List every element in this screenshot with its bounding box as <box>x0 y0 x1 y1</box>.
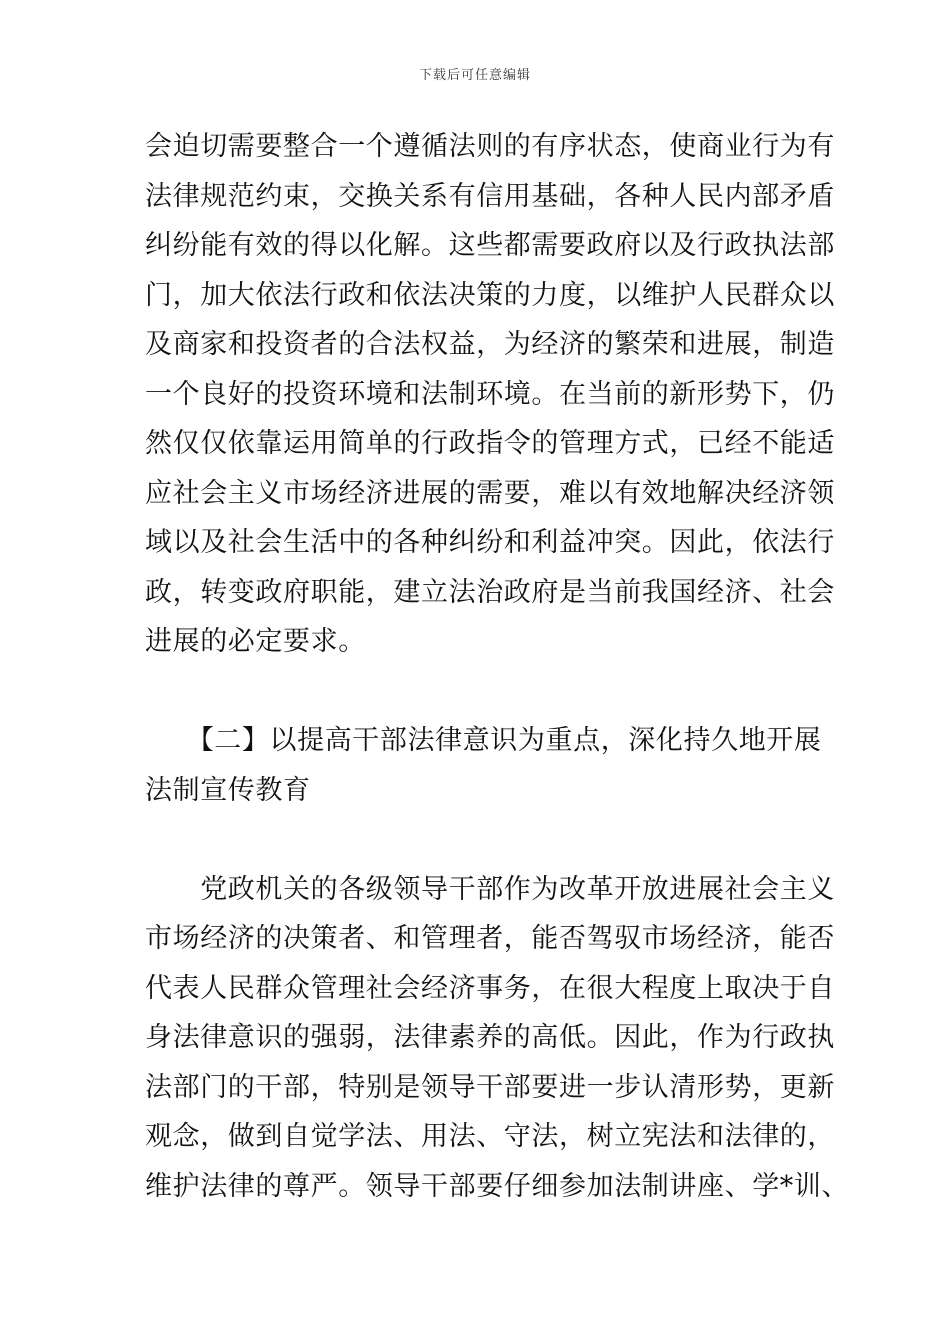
text-line: 政，转变政府职能，建立法治政府是当前我国经济、社会 <box>145 576 835 608</box>
text-line: 法律规范约束，交换关系有信用基础，各种人民内部矛盾 <box>145 180 835 212</box>
text-line: 及商家和投资者的合法权益，为经济的繁荣和进展，制造 <box>145 329 835 360</box>
text-line: 维护法律的尊严。领导干部要仔细参加法制讲座、学*训、 <box>145 1170 850 1202</box>
text-line: 法部门的干部，特别是领导干部要进一步认清形势，更新 <box>145 1071 835 1103</box>
text-line: 身法律意识的强弱，法律素养的高低。因此，作为行政执 <box>145 1022 835 1053</box>
text-line: 代表人民群众管理社会经济事务，在很大程度上取决于自 <box>145 972 835 1004</box>
text-line: 一个良好的投资环境和法制环境。在当前的新形势下，仍 <box>145 378 835 410</box>
text-line: 然仅仅依靠运用简单的行政指令的管理方式，已经不能适 <box>145 428 835 459</box>
heading-line: 法制宣传教育 <box>145 774 311 806</box>
text-line: 应社会主义市场经济进展的需要，难以有效地解决经济领 <box>145 477 835 509</box>
text-line: 会迫切需要整合一个遵循法则的有序状态，使商业行为有 <box>145 131 835 162</box>
text-line: 观念，做到自觉学法、用法、守法，树立宪法和法律的， <box>145 1121 835 1152</box>
text-line: 党政机关的各级领导干部作为改革开放进展社会主义 <box>145 873 835 905</box>
paragraph-1 <box>145 122 835 667</box>
paragraph-spacer <box>145 815 810 865</box>
text-line: 进展的必定要求。 <box>145 626 366 657</box>
document-body <box>145 122 850 1211</box>
text-line: 域以及社会生活中的各种纠纷和利益冲突。因此，依法行 <box>145 527 835 558</box>
text-line: 纠纷能有效的得以化解。这些都需要政府以及行政执法部 <box>145 230 835 261</box>
page-header: 下载后可任意编辑 <box>418 68 531 83</box>
paragraph-spacer <box>145 667 810 717</box>
heading-line: 【二】以提高干部法律意识为重点，深化持久地开展 <box>145 725 822 756</box>
paragraph-2 <box>145 865 850 1212</box>
text-line: 市场经济的决策者、和管理者，能否驾驭市场经济，能否 <box>145 923 835 954</box>
text-line: 门，加大依法行政和依法决策的力度，以维护人民群众以 <box>145 279 835 311</box>
section-heading <box>145 716 822 815</box>
